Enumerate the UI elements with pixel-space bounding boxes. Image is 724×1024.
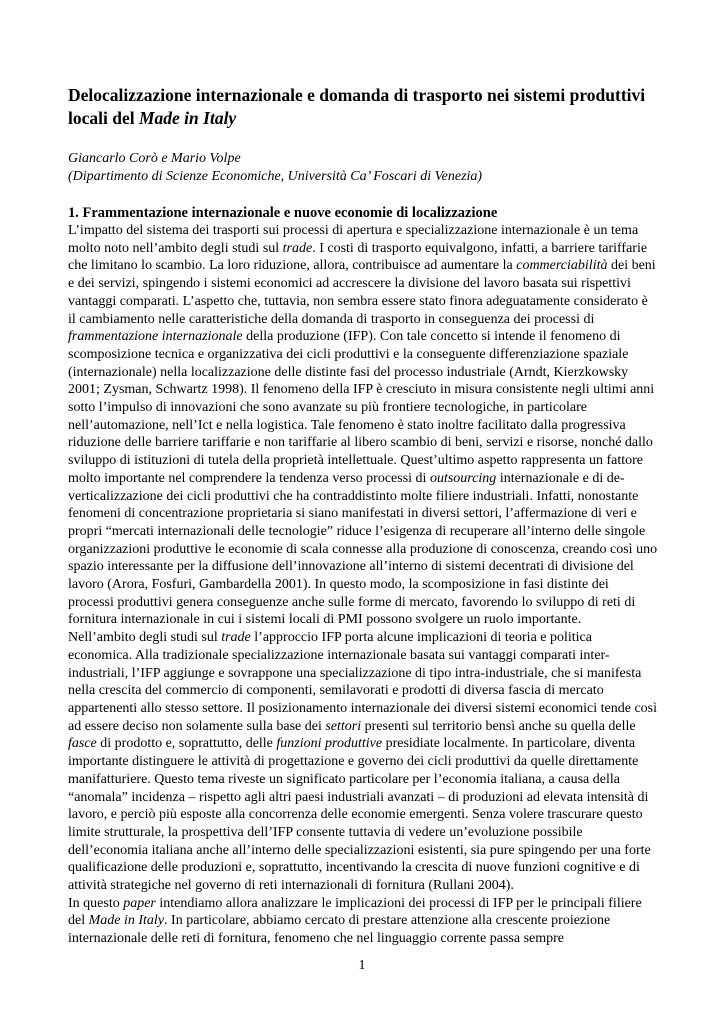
paragraph-1: L’impatto del sistema dei trasporti sui processi di apertura e specializzazione internazionale è un tema molto noto nell’ambito degli studi sul trade. I costi di trasporto equivalgono, infatti, a barriere tariffarie che limitano lo scambio. La loro riduzione, allora, contribuisce ad aumentare la commerciabilità dei beni e dei servizi, spingendo i sistemi economici ad accrescere la divisione del lavoro basata sui rispettivi vantaggi comparati. L’aspetto che, tuttavia, non sembra essere stato finora adeguatamente considerato è il cambiamento nelle caratteristiche della domanda di trasporto in conseguenza dei processi di frammentazione internazionale della produzione (IFP). Con tale concetto si intende il fenomeno di scomposizione tecnica e organizzativa dei cicli produttivi e la conseguente differenziazione spaziale (internazionale) nella localizzazione delle distinte fasi del processo industriale (Arndt, Kierzkowsky 2001; Zysman, Schwartz 1998). Il fenomeno della IFP è cresciuto in misura consistente negli ultimi anni sotto l’impulso di innovazioni che sono avanzate su più frontiere tecnologiche, in particolare nell’automazione, nell’Ict e nella logistica. Tale fenomeno è stato inoltre facilitato dalla progressiva riduzione delle barriere tariffarie e non tariffarie al libero scambio di beni, servizi e risorse, nonché dallo sviluppo di istituzioni di tutela della proprietà intellettuale. Quest’ultimo aspetto rappresenta un fattore molto importante nel comprendere la tendenza verso processi di outsourcing internazionale e di de-verticalizzazione dei cicli produttivi che ha contraddistinto molte filiere industriali. Infatti, nonostante fenomeni di concentrazione proprietaria si siano manifestati in diversi settori, l’affermazione di veri e propri “mercati internazionali delle tecnologie” riduce l’esigenza di recuperare all’interno delle singole organizzazioni produttive le economie di scala connesse alla produzione di conoscenza, creando così uno spazio interessante per la diffusione dell’innovazione all’interno di sistemi decentrati di divisione del lavoro (Arora, Fosfuri, Gambardella 2001). In questo modo, la scomposizione in fasi distinte dei processi produttivi genera conseguenze anche sulle forme di mercato, favorendo lo sviluppo di reti di fornitura internazionale in cui i sistemi locali di PMI possono svolgere un ruolo importante. — [68, 223, 658, 628]
paper-page — [68, 84, 658, 948]
paragraph-2: Nell’ambito degli studi sul trade l’approccio IFP porta alcune implicazioni di teoria e politica economica. Alla tradizionale specializzazione internazionale basata sui vantaggi comparati inter-industriali, l’IFP aggiunge e sovrappone una specializzazione di tipo intra-industriale, che si manifesta nella crescita del commercio di componenti, semilavorati e prodotti di diversa fascia di mercato appartenenti allo stesso settore. Il posizionamento internazionale dei diversi sistemi economici tende così ad essere deciso non solamente sulla base dei settori presenti sul territorio bensì anche su quella delle fasce di prodotto e, soprattutto, delle funzioni produttive presidiate localmente. In particolare, diventa importante distinguere le attività di progettazione e governo dei cicli produttivi da quelle direttamente manifatturiere. Questo tema riveste un significato particolare per l’economia italiana, a causa della “anomala” incidenza – rispetto agli altri paesi industriali avanzati – di produzioni ad elevata intensità di lavoro, e perciò più esposte alla concorrenza delle economie emergenti. Senza volere trascurare questo limite strutturale, la prospettiva dell’IFP consente tuttavia di vedere un’evoluzione possibile dell’economia italiana anche all’interno delle specializzazioni esistenti, sia pure spingendo per una forte qualificazione delle produzioni e, soprattutto, incentivando la crescita di nuove funzioni cognitive e di attività strategiche nel governo di reti internazionali di fornitura (Rullani 2004). — [68, 630, 657, 894]
paper-authors: Giancarlo Corò e Mario Volpe — [68, 151, 241, 166]
body-text — [68, 222, 658, 948]
page-number: 1 — [358, 958, 366, 973]
paragraph-3: In questo paper intendiamo allora analizzare le implicazioni dei processi di IFP per le principali filiere del Made in Italy. In particolare, abbiamo cercato di prestare attenzione alla crescente proiezione internazionale delle reti di fornitura, fenomeno che nel linguaggio corrente passa sempre — [68, 895, 642, 947]
paper-title — [68, 84, 658, 130]
section-heading: 1. Frammentazione internazionale e nuove economie di localizzazione — [68, 205, 498, 221]
paper-affiliation: (Dipartimento di Scienze Economiche, Università Ca’ Foscari di Venezia) — [68, 169, 483, 184]
paper-title-italic: Made in Italy — [138, 108, 237, 128]
paper-title-text: Delocalizzazione internazionale e domanda di trasporto nei sistemi produttivi locali del — [68, 85, 646, 128]
